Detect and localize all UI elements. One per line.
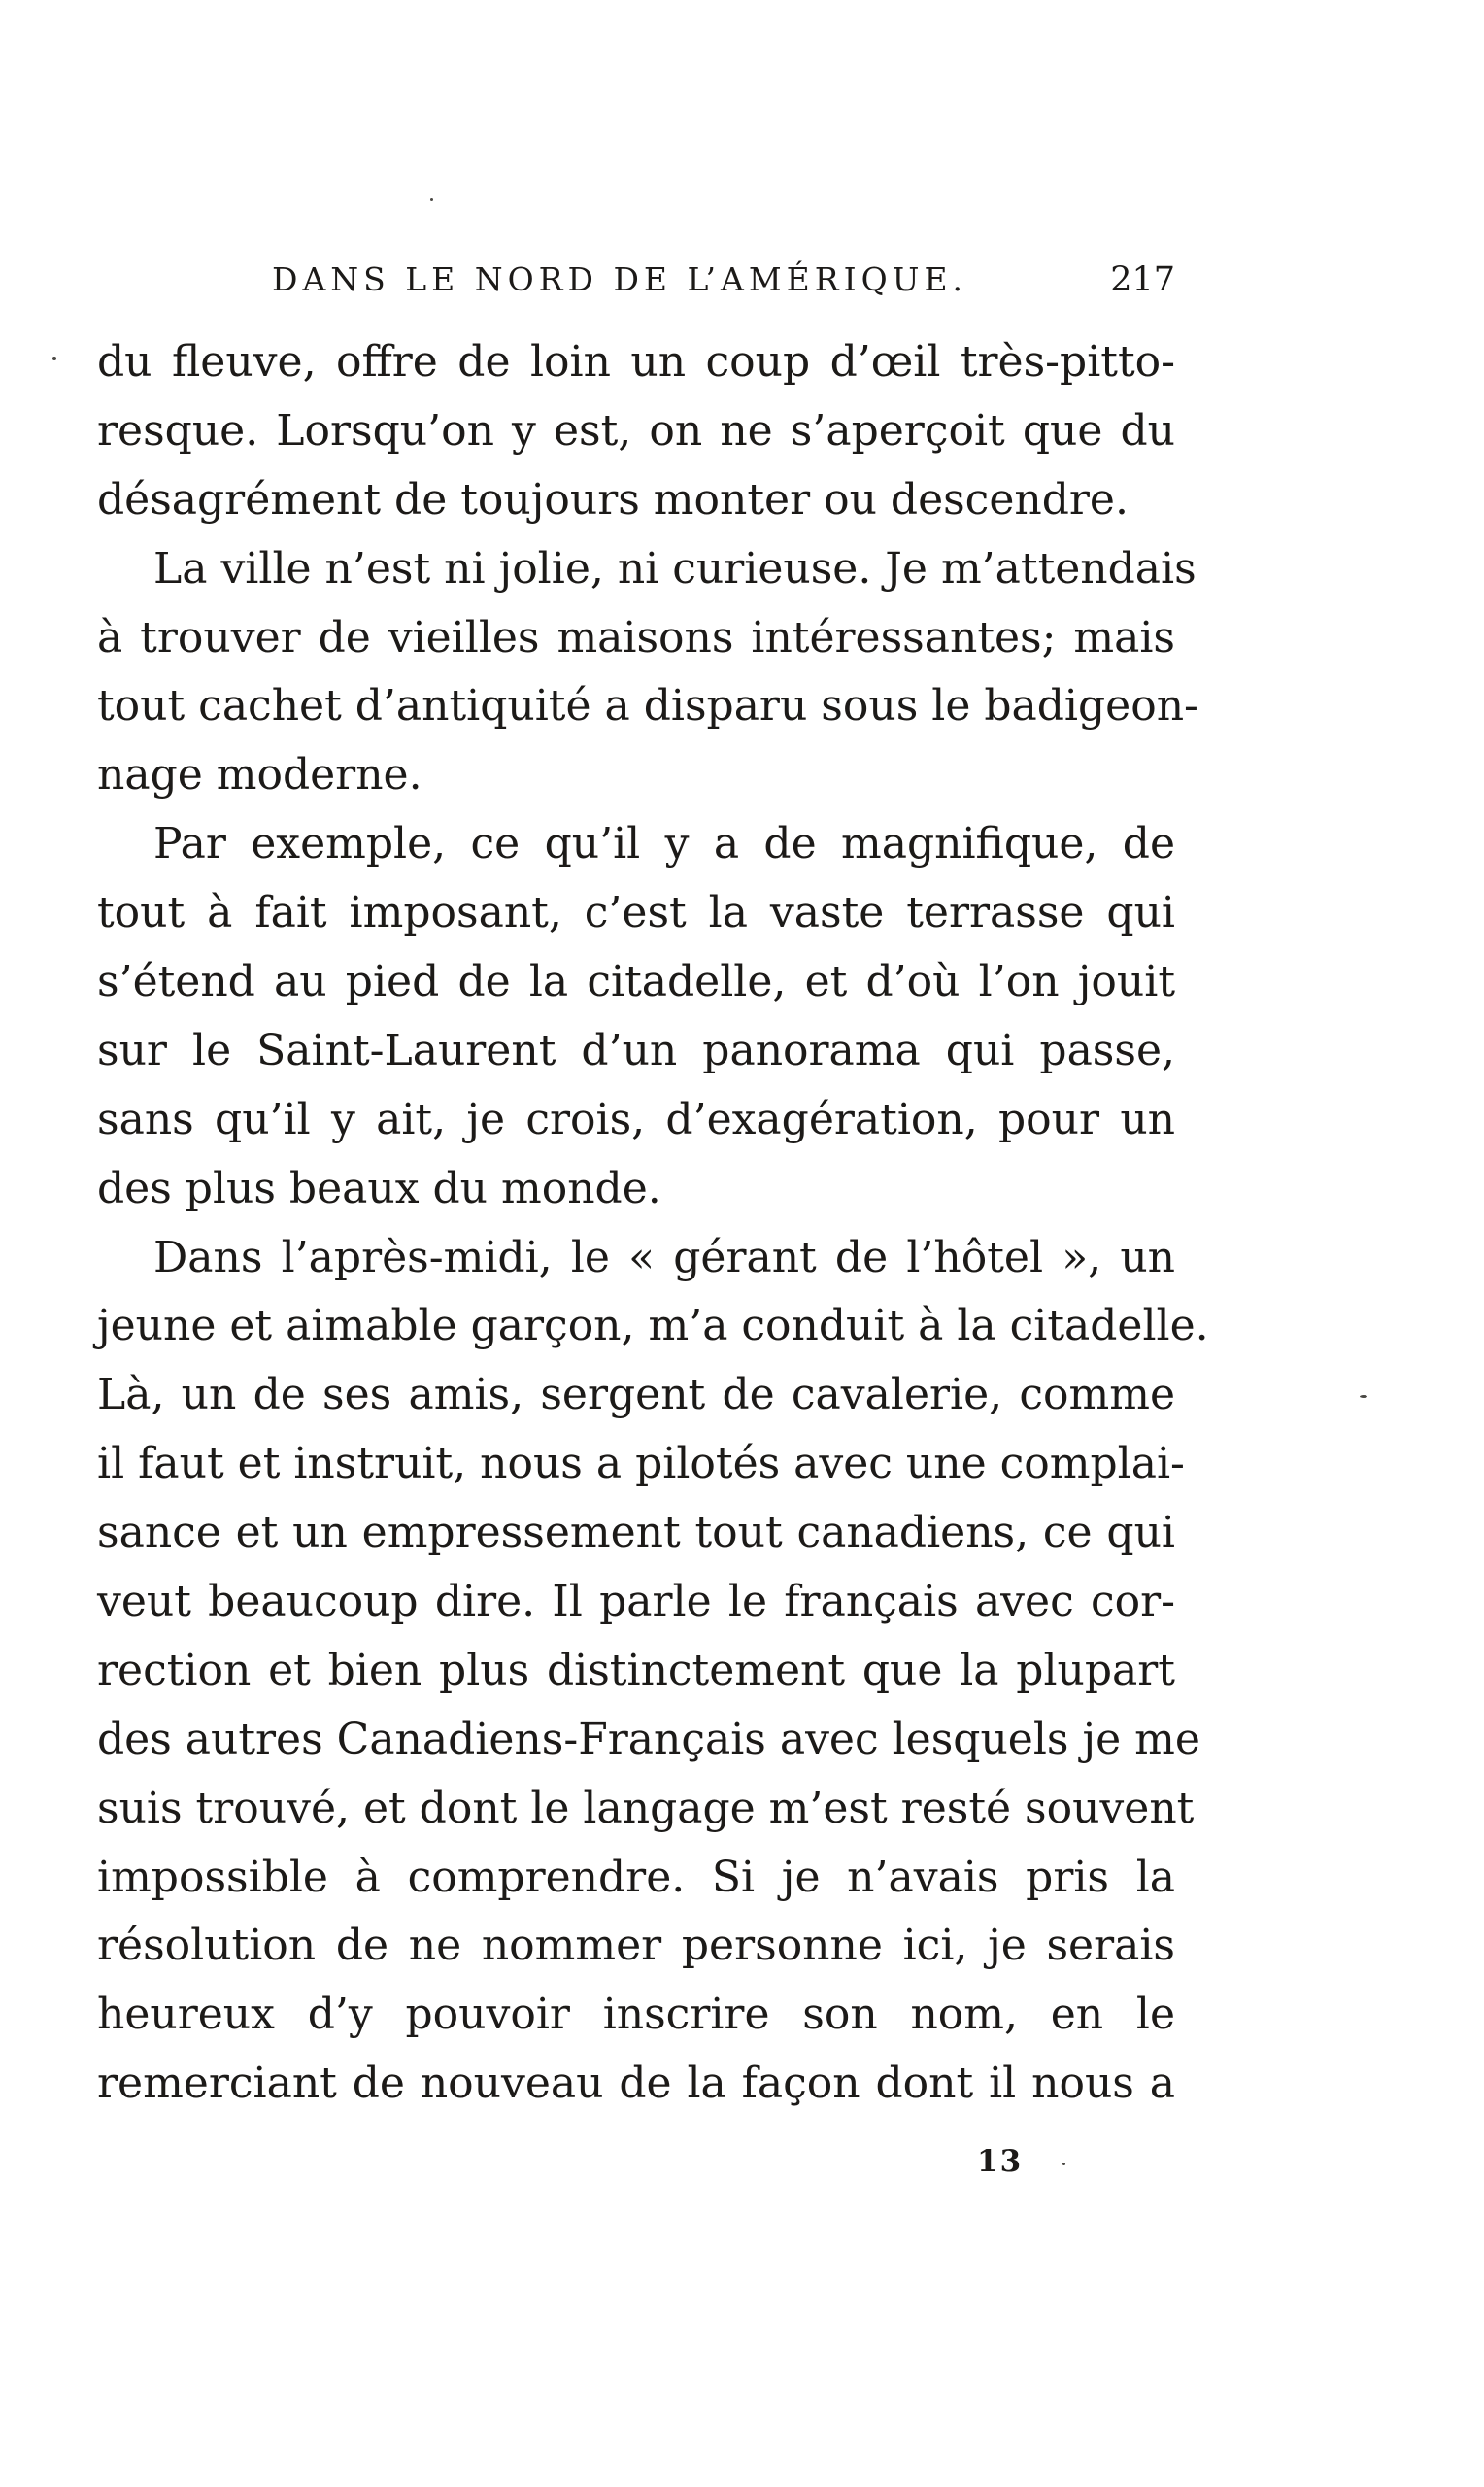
- page-header: [97, 251, 1175, 309]
- text-line: sur le Saint-Laurent d’un panorama qui passe,: [97, 1025, 1175, 1075]
- text-line: tout cachet d’antiquité a disparu sous le badigeon-: [97, 681, 1198, 732]
- text-line: heureux d’y pouvoir inscrire son nom, en le: [97, 1990, 1175, 2040]
- text-line: Dans l’après-midi, le « gérant de l’hôtel », un: [153, 1232, 1175, 1282]
- text-line: à trouver de vieilles maisons intéressantes; mais: [97, 612, 1175, 663]
- text-line: des plus beaux du monde.: [97, 1163, 661, 1213]
- scan-speck: [430, 198, 433, 201]
- text-line: des autres Canadiens-Français avec lesquels je me: [97, 1714, 1200, 1764]
- text-line: nage moderne.: [97, 750, 422, 801]
- scan-speck: [1360, 1395, 1367, 1398]
- text-line: suis trouvé, et dont le langage m’est resté souvent: [97, 1783, 1195, 1833]
- text-line: Par exemple, ce qu’il y a de magnifique, de: [153, 819, 1175, 869]
- body-text: [97, 328, 1209, 2119]
- text-line: du fleuve, offre de loin un coup d’œil très-pitto-: [97, 337, 1175, 387]
- text-line: sans qu’il y ait, je crois, d’exagération, pour un: [97, 1094, 1175, 1144]
- text-line: il faut et instruit, nous a pilotés avec une complai-: [97, 1439, 1185, 1489]
- signature-mark: 13: [977, 2144, 1024, 2179]
- text-line: remerciant de nouveau de la façon dont il nous a: [97, 2059, 1175, 2109]
- text-line: sance et un empressement tout canadiens, ce qui: [97, 1508, 1175, 1558]
- text-line: resque. Lorsqu’on y est, on ne s’aperçoit que du: [97, 405, 1175, 456]
- page-number: 217: [1110, 260, 1175, 299]
- text-line: impossible à comprendre. Si je n’avais pris la: [97, 1852, 1175, 1902]
- scan-speck: [1062, 2163, 1065, 2165]
- text-line: s’étend au pied de la citadelle, et d’où l’on jouit: [97, 957, 1175, 1007]
- scan-speck: [52, 357, 56, 360]
- text-line: résolution de ne nommer personne ici, je serais: [97, 1921, 1175, 1971]
- text-line: tout à fait imposant, c’est la vaste terrasse qui: [97, 888, 1175, 938]
- running-head: DANS LE NORD DE L’AMÉRIQUE.: [272, 260, 968, 298]
- text-line: veut beaucoup dire. Il parle le français avec cor-: [97, 1577, 1175, 1627]
- text-line: jeune et aimable garçon, m’a conduit à la citadelle.: [97, 1301, 1209, 1351]
- text-line: La ville n’est ni jolie, ni curieuse. Je m’attendais: [153, 543, 1197, 594]
- text-line: désagrément de toujours monter ou descendre.: [97, 474, 1129, 525]
- text-line: rection et bien plus distinctement que la plupart: [97, 1645, 1175, 1695]
- text-line: Là, un de ses amis, sergent de cavalerie, comme: [97, 1370, 1175, 1420]
